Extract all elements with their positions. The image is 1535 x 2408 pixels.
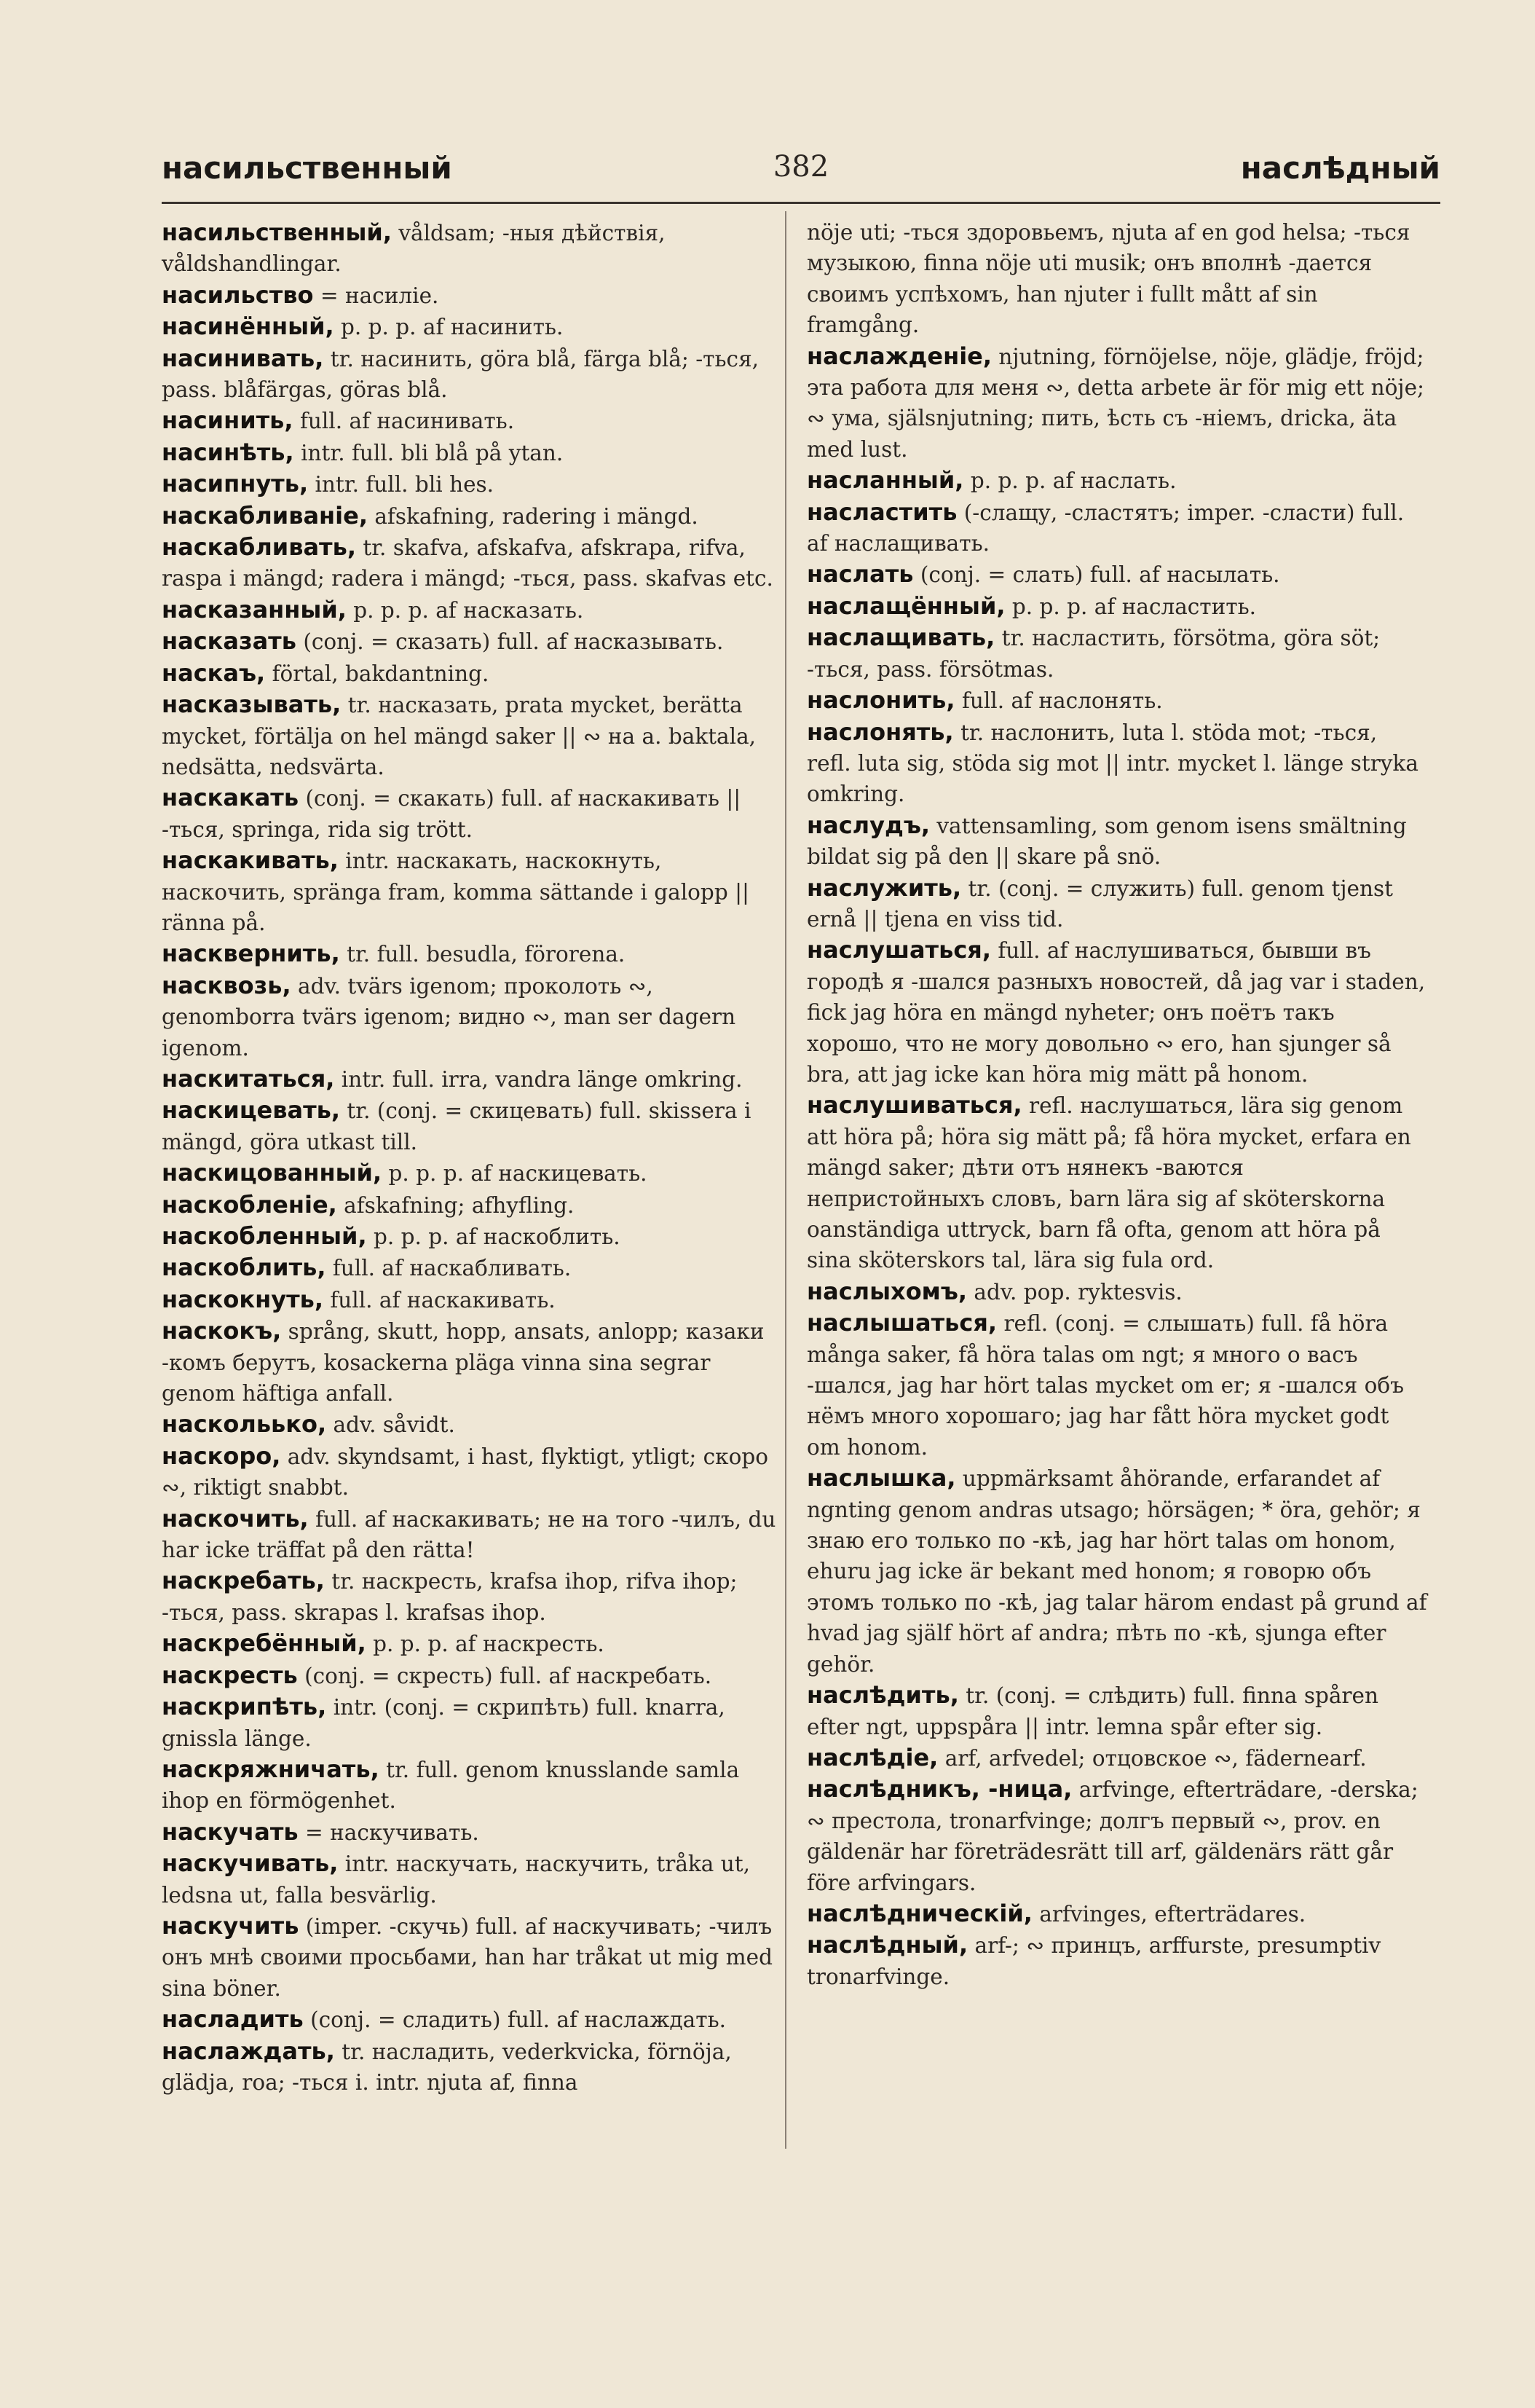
dictionary-entry xyxy=(162,280,782,311)
entry-headword: наскоблить, xyxy=(162,1254,326,1282)
dictionary-entry xyxy=(162,970,782,1063)
dictionary-entry xyxy=(162,1660,782,1691)
entry-definition: refl. наслушаться, lära sig genom att höra på; höra sig mätt på; få höra mycket, erfara en mängd saker; дѣти отъ нянекъ -ваются непристойныхъ словъ, barn lära sig af sköterskorna oanständiga uttryck, barn få ofta, genom att höra på sina sköterskors tal, lära sig fula ord. xyxy=(807,1093,1411,1273)
page-number: 382 xyxy=(773,150,829,184)
entry-definition: (-слащу, -сластятъ; imper. -сласти) full. af наслащивать. xyxy=(807,500,1405,556)
entry-definition: p. p. p. af наскресть. xyxy=(366,1632,604,1657)
entry-definition: (conj. = сказать) full. af насказывать. xyxy=(296,629,724,655)
entry-headword: наскучить xyxy=(162,1911,299,1940)
entry-headword: насинивать, xyxy=(162,344,324,372)
dictionary-entry xyxy=(807,217,1427,341)
dictionary-entry xyxy=(807,622,1427,685)
entry-headword: наскакать xyxy=(162,784,299,812)
dictionary-entry xyxy=(807,1463,1427,1680)
entry-definition: p. p. p. af наскоблить. xyxy=(366,1224,620,1249)
dictionary-entry xyxy=(807,717,1427,810)
left-column xyxy=(162,217,782,2098)
right-column xyxy=(807,217,1427,1992)
dictionary-entry xyxy=(162,1189,782,1221)
entry-definition: adv. pop. ryktesvis. xyxy=(967,1279,1183,1305)
entry-definition: p. p. p. af наскицевать. xyxy=(382,1161,647,1187)
entry-headword: наскокнуть, xyxy=(162,1285,323,1313)
dictionary-entry xyxy=(162,532,782,594)
entry-headword: наскучивать, xyxy=(162,1849,339,1878)
entry-headword: наскитаться, xyxy=(162,1064,335,1093)
entry-definition: (imper. -скучь) full. af наскучивать; -чилъ онъ мнѣ своими просьбами, han har tråkat ut mig med sina böner. xyxy=(162,1913,773,2001)
entry-headword: наскицевать, xyxy=(162,1096,341,1125)
entry-headword: наслыхомъ, xyxy=(807,1277,968,1305)
entry-definition: (conj. = скресть) full. af наскребать. xyxy=(297,1663,712,1688)
entry-definition: nöje uti; -ться здоровьемъ, njuta af en god helsa; -ться музыкою, finna nöje uti musik; онъ вполнѣ -дается своимъ успѣхомъ, han njuter i fullt mått af sin framgång. xyxy=(807,220,1410,338)
entry-headword: насквернить, xyxy=(162,940,340,968)
entry-headword: насквозь, xyxy=(162,971,291,999)
entry-headword: насинѣть, xyxy=(162,438,294,466)
dictionary-entry xyxy=(807,685,1427,716)
entry-definition: intr. наскакать, наскокнуть, наскочить, spränga fram, komma sättande i galopp || ränna på. xyxy=(162,849,749,935)
entry-definition: full. af наскакивать. xyxy=(323,1287,556,1313)
entry-definition: (conj. = слать) full. af насылать. xyxy=(913,562,1280,588)
dictionary-entry xyxy=(162,1221,782,1252)
entry-headword: наскресть xyxy=(162,1661,298,1689)
entry-definition: afskafning; afhyfling. xyxy=(336,1192,575,1218)
dictionary-entry xyxy=(162,1252,782,1283)
dictionary-entry xyxy=(162,1565,782,1628)
entry-headword: наскабливать, xyxy=(162,533,356,562)
dictionary-entry xyxy=(807,341,1427,465)
entry-definition: tr. насладить, vederkvicka, förnöja, glädja, roa; -ться i. intr. njuta af, finna xyxy=(162,2039,732,2095)
entry-headword: наскобленіе, xyxy=(162,1190,337,1219)
dictionary-entry xyxy=(807,591,1427,622)
entry-definition: full. af насинивать. xyxy=(293,409,515,434)
entry-definition: afskafning, radering i mängd. xyxy=(367,503,698,529)
dictionary-entry xyxy=(162,1628,782,1659)
dictionary-entry xyxy=(162,626,782,657)
dictionary-entry xyxy=(162,845,782,938)
dictionary-entry xyxy=(807,1929,1427,1992)
dictionary-entry xyxy=(162,2036,782,2098)
dictionary-entry xyxy=(162,1063,782,1095)
entry-headword: наслонять, xyxy=(807,717,954,746)
entry-definition: tr. насказать, prata mycket, berätta mycket, förtälja on hel mängd saker || ∾ на а. baktala, nedsätta, nedsvärta. xyxy=(162,693,757,779)
dictionary-entry xyxy=(162,468,782,500)
dictionary-entry xyxy=(162,1817,782,1848)
entry-definition: uppmärksamt åhörande, erfarandet af ngnting genom andras utsago; hörsägen; * öra, gehör; я знаю его только по -кѣ, jag har hört talas om honom, ehuru jag icke är bekant med honom; я говорю объ этомъ только по -кѣ, jag talar härom endast på grund af hvad jag själf hört af andra; пѣть по -кѣ, sjunga efter gehör. xyxy=(807,1466,1427,1677)
column-divider xyxy=(785,211,786,2149)
dictionary-entry xyxy=(162,343,782,406)
dictionary-entry xyxy=(162,1848,782,1911)
entry-definition: tr. skafva, afskafva, afskrapa, rifva, raspa i mängd; radera i mängd; -ться, pass. skafvas etc. xyxy=(162,535,773,591)
entry-definition: tr. насластить, försötma, göra söt; -ться, pass. försötmas. xyxy=(807,626,1381,682)
entry-definition: våldsam; -ныя дѣйствія, våldshandlingar. xyxy=(162,221,666,277)
dictionary-entry xyxy=(162,782,782,845)
entry-headword: наслажденіе, xyxy=(807,342,993,370)
entry-definition: intr. full. irra, vandra länge omkring. xyxy=(334,1066,743,1092)
entry-definition: arfvinges, efterträdares. xyxy=(1032,1901,1306,1927)
entry-headword: наслужить, xyxy=(807,873,962,902)
entry-headword: наслышаться, xyxy=(807,1309,998,1337)
entry-definition: adv. skyndsamt, i hast, flyktigt, ytligt; скоро ∾, riktigt snabbt. xyxy=(162,1444,769,1500)
entry-definition: intr. наскучать, наскучить, tråka ut, ledsna ut, falla besvärlig. xyxy=(162,1852,750,1908)
entry-headword: насинить, xyxy=(162,406,293,435)
entry-definition: njutning, förnöjelse, nöje, glädje, fröjd; эта работа для меня ∾, detta arbete är för mig ett nöje; ∾ ума, själsnjutning; пить, ѣсть съ -ніемъ, dricka, äta med lust. xyxy=(807,344,1424,462)
dictionary-entry xyxy=(162,1503,782,1566)
entry-definition: full. af наслушиваться, бывши въ городѣ я -шался разныхъ новостей, då jag var i staden, fick jag höra en mängd nyheter; онъ поётъ такъ хорошо, что не могу довольно ∾ его, han sjunger så bra, att jag icke kan höra mig mätt på honom. xyxy=(807,938,1426,1087)
entry-headword: наскакивать, xyxy=(162,846,339,875)
dictionary-entry xyxy=(162,658,782,689)
dictionary-entry xyxy=(807,497,1427,559)
entry-definition: = наскучивать. xyxy=(298,1819,479,1845)
entry-headword: наскочить, xyxy=(162,1504,309,1532)
entry-definition: tr. насинить, göra blå, färga blå; -ться, pass. blåfärgas, göras blå. xyxy=(162,346,759,403)
entry-definition: vattensamling, som genom isens smältning bildat sig på den || skare på snö. xyxy=(807,813,1407,870)
entry-headword: насладить xyxy=(162,2005,304,2034)
entry-headword: наслащивать, xyxy=(807,623,995,652)
entry-headword: насластить xyxy=(807,497,958,526)
dictionary-entry xyxy=(807,1090,1427,1275)
entry-definition: språng, skutt, hopp, ansats, anlopp; казаки -комъ берутъ, kosackerna pläga vinna sina segrar genom häftiga anfall. xyxy=(162,1319,765,1406)
entry-headword: наслать xyxy=(807,560,914,589)
entry-definition: intr. full. bli blå på ytan. xyxy=(293,440,564,465)
entry-definition: adv. såvidt. xyxy=(326,1412,455,1438)
entry-definition: tr. наскресть, krafsa ihop, rifva ihop; -ться, pass. skrapas l. krafsas ihop. xyxy=(162,1569,738,1625)
dictionary-entry xyxy=(162,1095,782,1157)
entry-definition: p. p. p. af насказать. xyxy=(346,597,584,623)
dictionary-entry xyxy=(162,1157,782,1189)
entry-headword: насланный, xyxy=(807,466,964,495)
entry-headword: насинённый, xyxy=(162,312,334,341)
entry-definition: full. af наслонять. xyxy=(955,688,1163,714)
dictionary-entry xyxy=(807,559,1427,590)
entry-headword: наскребённый, xyxy=(162,1629,366,1658)
dictionary-entry xyxy=(162,1409,782,1440)
entry-headword: наслѣдіе, xyxy=(807,1743,939,1771)
dictionary-entry xyxy=(807,1774,1427,1898)
dictionary-entry xyxy=(162,1284,782,1315)
entry-definition: (conj. = скакать) full. af наскакивать || -ться, springa, rida sig trött. xyxy=(162,786,741,842)
dictionary-entry xyxy=(807,935,1427,1090)
running-header xyxy=(162,146,1440,197)
entry-headword: насипнуть, xyxy=(162,470,309,498)
entry-definition: tr. full. genom knusslande samla ihop en förmögenhet. xyxy=(162,1757,740,1814)
dictionary-entry xyxy=(162,594,782,626)
entry-definition: full. af наскабливать. xyxy=(325,1256,572,1281)
dictionary-entry xyxy=(807,1276,1427,1307)
entry-headword: наскучать xyxy=(162,1817,299,1846)
entry-definition: p. p. p. af наслать. xyxy=(963,468,1177,494)
entry-definition: refl. (conj. = слышать) full. få höra många saker, få höra talas om ngt; я много о васъ -шался, jag har hört talas mycket om er; я -шался объ нёмъ много хорошаго; jag har fått höra mycket godt om honom. xyxy=(807,1311,1404,1460)
entry-definition: full. af наскакивать; не на того -чилъ, du har icke träffat på den rätta! xyxy=(162,1506,776,1563)
dictionary-entry xyxy=(807,1680,1427,1742)
entry-headword: наслушаться, xyxy=(807,936,991,964)
dictionary-entry xyxy=(807,465,1427,496)
entry-definition: intr. (conj. = скрипѣть) full. knarra, gnissla länge. xyxy=(162,1695,725,1751)
dictionary-entry xyxy=(162,437,782,468)
entry-definition: (conj. = сладить) full. af наслаждать. xyxy=(303,2007,727,2033)
entry-headword: наскицованный, xyxy=(162,1159,382,1187)
entry-headword: наскоро, xyxy=(162,1441,281,1470)
entry-definition: adv. tvärs igenom; проколоть ∾, genomborra tvärs igenom; видно ∾, man ser dagern igenom. xyxy=(162,973,736,1061)
entry-headword: наслаждать, xyxy=(162,2037,335,2065)
dictionary-entry xyxy=(162,311,782,342)
entry-headword: насказанный, xyxy=(162,595,347,623)
header-rule xyxy=(162,202,1440,204)
entry-headword: насказывать, xyxy=(162,690,342,719)
dictionary-entry xyxy=(162,1691,782,1754)
dictionary-entry xyxy=(162,1315,782,1409)
dictionary-entry xyxy=(162,217,782,280)
entry-headword: наскрипѣть, xyxy=(162,1693,327,1721)
entry-headword: наскряжничать, xyxy=(162,1755,379,1783)
dictionary-entry xyxy=(162,689,782,782)
entry-definition: = насиліе. xyxy=(313,283,439,308)
dictionary-entry xyxy=(162,1911,782,2004)
entry-headword: наслушиваться, xyxy=(807,1091,1022,1120)
dictionary-entry xyxy=(807,810,1427,873)
entry-definition: p. p. p. af насинить. xyxy=(334,315,564,340)
dictionary-entry xyxy=(807,873,1427,935)
entry-headword: наслудъ, xyxy=(807,811,931,839)
entry-headword: наскокъ, xyxy=(162,1317,282,1345)
entry-headword: наслѣдническій, xyxy=(807,1899,1033,1927)
dictionary-entry xyxy=(162,2004,782,2035)
entry-definition: tr. наслонить, luta l. stöda mot; -ться, refl. luta sig, stöda sig mot || intr. mycket l. länge stryka omkring. xyxy=(807,720,1418,807)
dictionary-entry xyxy=(162,405,782,436)
header-left-guideword: насильственный xyxy=(162,150,452,186)
entry-headword: наскаъ, xyxy=(162,658,266,687)
dictionary-entry xyxy=(162,500,782,532)
entry-definition: arf, arfvedel; отцовское ∾, fädernearf. xyxy=(938,1745,1367,1771)
entry-headword: насильство xyxy=(162,280,314,309)
entry-definition: arfvinge, efterträdare, -derska; ∾ престола, tronarfvinge; долгъ первый ∾, prov. en gäldenär har företrädesrätt till arf, gäldenärs rätt går före arfvingars. xyxy=(807,1777,1418,1895)
entry-definition: arf-; ∾ принцъ, arffurste, presumptiv tronarfvinge. xyxy=(807,1933,1381,1989)
entry-headword: наскребать, xyxy=(162,1567,325,1595)
entry-definition: intr. full. bli hes. xyxy=(308,472,494,497)
dictionary-entry xyxy=(162,938,782,969)
entry-headword: насказать xyxy=(162,627,296,656)
entry-definition: tr. (conj. = скицевать) full. skissera i mängd, göra utkast till. xyxy=(162,1098,751,1154)
dictionary-entry xyxy=(807,1742,1427,1774)
entry-headword: наслащённый, xyxy=(807,591,1006,620)
dictionary-entry xyxy=(162,1441,782,1503)
entry-headword: наскольько, xyxy=(162,1410,327,1439)
dictionary-entry xyxy=(807,1898,1427,1929)
entry-headword: наскобленный, xyxy=(162,1222,367,1250)
entry-definition: förtal, bakdantning. xyxy=(265,661,489,686)
entry-headword: наскабливаніе, xyxy=(162,501,368,530)
header-right-guideword: наслѣдный xyxy=(1240,150,1440,186)
entry-definition: p. p. p. af насластить. xyxy=(1005,594,1257,619)
entry-definition: tr. full. besudla, förorena. xyxy=(339,942,626,967)
entry-headword: наслѣдникъ, -ница, xyxy=(807,1775,1073,1803)
entry-headword: насильственный, xyxy=(162,219,392,246)
entry-definition: tr. (conj. = служить) full. genom tjenst ernå || tjena en viss tid. xyxy=(807,876,1393,932)
dictionary-entry xyxy=(162,1754,782,1817)
entry-headword: наслѣдить, xyxy=(807,1681,959,1709)
entry-headword: наслонить, xyxy=(807,686,955,715)
entry-headword: наслѣдный, xyxy=(807,1931,968,1959)
entry-headword: наслышка, xyxy=(807,1464,956,1492)
entry-definition: tr. (conj. = слѣдить) full. finna spåren efter ngt, uppspåra || intr. lemna spår efter sig. xyxy=(807,1683,1378,1739)
dictionary-entry xyxy=(807,1307,1427,1463)
